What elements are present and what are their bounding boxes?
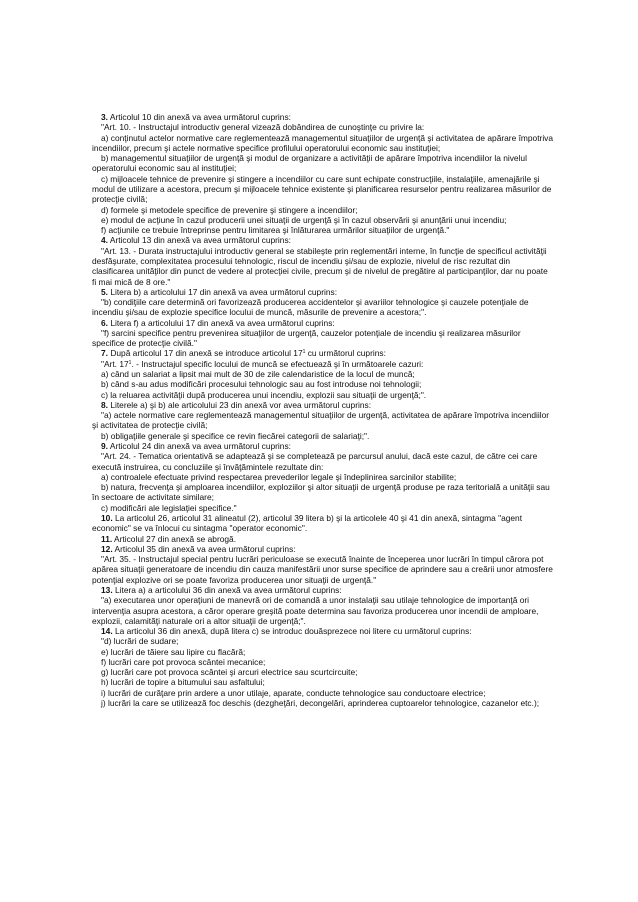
paragraph-text: "d) lucrări de sudare;: [101, 636, 179, 647]
paragraph: [92, 215, 554, 225]
amendment-number: 10.: [101, 512, 113, 523]
paragraph: [92, 451, 554, 472]
paragraph-text: "Art. 35. - Instructajul special pentru lucrări periculoase se execută înainte de începerea unor lucrări în timpul cărora pot apărea situaţii generatoare de incendiu din cauza manifestării unor surse specifice de aprindere sau a creării unor atmosfere potenţial explozive ori se poate favoriza producerea unor situaţii de urgenţă.": [92, 554, 553, 585]
amendment-heading: [92, 348, 554, 358]
paragraph: [92, 379, 554, 389]
paragraph-text: Articolul 24 din anexă va avea următorul cuprins:: [108, 441, 291, 451]
paragraph-text: a) când un salariat a lipsit mai mult de 30 de zile calendaristice de la locul de muncă;: [101, 369, 415, 380]
paragraph-text: g) lucrări care pot provoca scântei şi arcuri electrice sau scurtcircuite;: [101, 667, 358, 678]
paragraph-text: "Art. 13. - Durata instructajului introductiv general se stabileşte prin reglementări interne, în funcţie de specificul activităţii desfăşurate, complexitatea procesului tehnologic, riscul de incendiu şi/sau de explozie, nivelul de risc rezultat din clasificarea unităţilor din punct de vedere al protecţiei civile, precum şi de nivelul de pregătire al participanţilor, dar nu poate fi mai mică de 8 ore.": [92, 245, 548, 287]
paragraph-text: f) acţiunile ce trebuie întreprinse pentru limitarea şi înlăturarea urmărilor situaţiilor de urgenţă.": [101, 225, 450, 236]
paragraph: [92, 390, 554, 400]
paragraph-text: "Art. 10. - Instructajul introductiv general vizează dobândirea de cunoştinţe cu privire la:: [101, 122, 425, 133]
paragraph-text: Litera b) a articolului 17 din anexă va avea următorul cuprins:: [108, 286, 338, 297]
paragraph: [92, 647, 554, 657]
document-body: [92, 112, 554, 708]
paragraph: [92, 174, 554, 205]
paragraph-text: b) managementul situaţiilor de urgenţă şi modul de organizare a activităţii de apărare împotriva incendiilor la nivelul operatorului economic sau al instituţiei;: [92, 153, 527, 174]
paragraph-text: f) lucrări care pot provoca scântei mecanice;: [101, 656, 266, 667]
amendment-number: 6.: [101, 317, 108, 328]
paragraph-text: c) mijloacele tehnice de prevenire şi stingere a incendiilor cu care sunt echipate construcţiile, instalaţiile, amenajările şi modul de utilizare a acestora, precum şi mijloacele tehnice existente şi planificarea resurselor pentru realizarea măsurilor de protecţie civilă;: [92, 173, 552, 205]
amendment-heading: [92, 544, 554, 554]
paragraph: [92, 369, 554, 379]
amendment-heading: [92, 585, 554, 595]
paragraph-text: Litera f) a articolului 17 din anexă va avea următorul cuprins:: [108, 317, 335, 328]
paragraph-text: "Art. 24. - Tematica orientativă se adaptează şi se completează pe parcursul anului, dacă este cazul, de către cei care execută instruirea, cu concluziile şi învăţămintele rezultate din:: [92, 451, 538, 472]
paragraph-text: d) formele şi metodele specifice de prevenire şi stingere a incendiilor;: [101, 204, 358, 215]
paragraph-text: Litera a) a articolului 36 din anexă va avea următorul cuprins:: [112, 584, 342, 595]
amendment-number: 3.: [101, 112, 108, 122]
paragraph: [92, 359, 554, 369]
paragraph-text: "b) condiţiile care determină ori favorizează producerea accidentelor şi avariilor tehnologice şi cauzele potenţiale de incendiu şi/sau de explozie specifice locului de muncă, măsurile de prevenire a acestora;".: [92, 297, 529, 318]
paragraph-text: b) când s-au adus modificări procesului tehnologic sau au fost introduse noi tehnologii;: [101, 379, 422, 390]
amendment-number: 5.: [101, 286, 108, 297]
paragraph: [92, 205, 554, 215]
amendment-heading: [92, 534, 554, 544]
paragraph-text: h) lucrări de topire a bitumului sau asfaltului;: [101, 677, 265, 688]
amendment-heading: [92, 626, 554, 636]
superscript: 1: [302, 349, 306, 356]
paragraph-text: i) lucrări de curăţare prin ardere a unor utilaje, aparate, conducte tehnologice sau conductoare electrice;: [101, 687, 486, 698]
paragraph: [92, 482, 554, 503]
paragraph-text: La articolul 36 din anexă, după litera c) se introduc douăsprezece noi litere cu următorul cuprins:: [112, 626, 472, 637]
amendment-number: 9.: [101, 441, 108, 451]
amendment-heading: [92, 400, 554, 410]
paragraph-text: c) la reluarea activităţii după producerea unui incendiu, explozii sau situaţii de urgenţă;".: [101, 389, 427, 400]
paragraph-text: a) controalele efectuate privind respectarea prevederilor legale şi îndeplinirea sarcinilor stabilite;: [101, 471, 457, 482]
paragraph: [92, 225, 554, 235]
amendment-number: 11.: [101, 533, 113, 544]
paragraph-text: j) lucrări la care se utilizează foc deschis (dezgheţări, decongelări, aprinderea cuptoarelor tehnologice, cazanelor etc.);: [101, 698, 540, 709]
paragraph-text: Articolul 10 din anexă va avea următorul cuprins:: [108, 112, 291, 122]
paragraph-text: e) lucrări de tăiere sau lipire cu flacără;: [101, 646, 246, 657]
paragraph-text-continued: cu următorul cuprins:: [305, 348, 386, 359]
paragraph: [92, 410, 554, 431]
paragraph: [92, 688, 554, 698]
paragraph: [92, 246, 554, 287]
paragraph: [92, 595, 554, 626]
paragraph: [92, 153, 554, 174]
paragraph-text: Articolul 27 din anexă se abrogă.: [112, 533, 237, 544]
paragraph-text: "a) executarea unor operaţiuni de manevră ori de comandă a unor instalaţii sau utilaje tehnologice de importanţă ori intervenţia asupra acestora, a căror operare greşită poate determina sau favoriza producerea unor incendii de amploare, explozii, calamităţi naturale ori a altor situaţii de urgenţă;".: [92, 595, 539, 626]
amendment-heading: [92, 513, 554, 534]
paragraph: [92, 698, 554, 708]
paragraph: [92, 472, 554, 482]
paragraph-text: "a) actele normative care reglementează managementul situaţiilor de urgenţă, activitatea de apărare împotriva incendiilor şi activitatea de protecţie civilă;: [92, 410, 550, 431]
amendment-number: 12.: [101, 543, 113, 554]
amendment-number: 8.: [101, 399, 108, 410]
paragraph-text: "Art. 17: [101, 358, 129, 369]
amendment-heading: [92, 235, 554, 245]
paragraph-text: b) natura, frecvenţa şi amploarea incendiilor, exploziilor şi altor situaţii de urgenţă produse pe raza teritorială a unităţii sau în sectoare de activitate similare;: [92, 482, 550, 503]
paragraph: [92, 122, 554, 132]
paragraph-text: Articolul 35 din anexă va avea următorul cuprins:: [112, 543, 296, 554]
paragraph-text: c) modificări ale legislaţiei specifice.": [101, 502, 237, 513]
paragraph: [92, 667, 554, 677]
paragraph: [92, 133, 554, 154]
paragraph: [92, 677, 554, 687]
paragraph: [92, 554, 554, 585]
paragraph-text: La articolul 26, articolul 31 alineatul (2), articolul 39 litera b) şi la articolele 40 şi 41 din anexă, sintagma "agent economic" se va înlocui cu sintagma "operator economic".: [92, 512, 523, 534]
paragraph-text: b) obligaţiile generale şi specifice ce revin fiecărei categorii de salariaţi;".: [101, 430, 370, 441]
paragraph-text-continued: . - Instructajul specific locului de muncă se efectuează şi în următoarele cazuri:: [131, 358, 424, 369]
amendment-heading: [92, 318, 554, 328]
paragraph: [92, 431, 554, 441]
paragraph-text: După articolul 17 din anexă se introduce articolul 17: [108, 348, 303, 359]
paragraph: [92, 503, 554, 513]
paragraph-text: Articolul 13 din anexă va avea următorul cuprins:: [108, 235, 291, 246]
paragraph-text: e) modul de acţiune în cazul producerii unei situaţii de urgenţă şi în cazul observării şi anunţării unui incendiu;: [101, 214, 507, 225]
paragraph: [92, 328, 554, 349]
amendment-number: 7.: [101, 348, 108, 359]
amendment-number: 14.: [101, 626, 113, 637]
paragraph-text: "f) sarcini specifice pentru prevenirea situaţiilor de urgenţă, cauzelor potenţiale de incendiu şi realizarea măsurilor specifice de protecţie civilă.": [92, 327, 521, 349]
amendment-number: 13.: [101, 584, 113, 595]
paragraph-text: a) conţinutul actelor normative care reglementează managementul situaţiilor de urgenţă şi activitatea de apărare împotriva incendiilor, precum şi actele normative specifice profilului operatorului economic sau instituţiei;: [92, 132, 554, 153]
amendment-heading: [92, 441, 554, 451]
amendment-number: 4.: [101, 235, 108, 246]
paragraph: [92, 657, 554, 667]
superscript: 1: [128, 359, 132, 366]
paragraph: [92, 636, 554, 646]
paragraph: [92, 297, 554, 318]
amendment-heading: [92, 287, 554, 297]
amendment-heading: [92, 112, 554, 122]
paragraph-text: Literele a) şi b) ale articolului 23 din anexă vor avea următorul cuprins:: [108, 399, 372, 410]
